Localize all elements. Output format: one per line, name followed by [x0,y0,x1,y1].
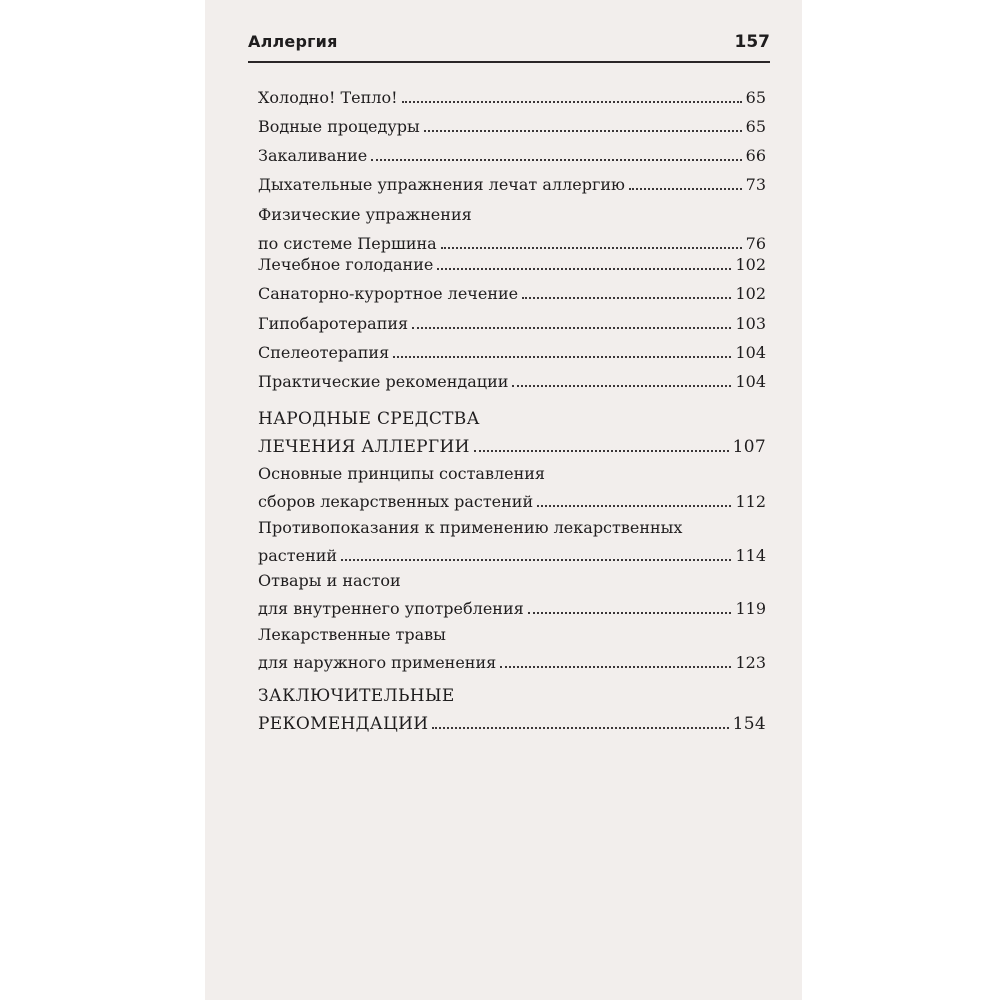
toc-entry [258,117,766,137]
toc-entry-page: 66 [745,146,766,165]
toc-entry [258,571,766,619]
running-title: Аллергия [248,32,338,51]
toc-entry-title-line: Лекарственные травы [258,625,446,644]
toc-entry [258,314,766,334]
toc-entry [258,175,766,195]
toc-section-page: 107 [732,437,766,457]
toc-entry-page: 114 [735,546,766,565]
toc-entry-title: сборов лекарственных растений [258,492,534,511]
page-number: 157 [734,32,770,52]
dot-leader [528,612,732,614]
toc-entry-title: Дыхательные упражнения лечат аллергию [258,175,625,194]
toc-entry-title-line: Основные принципы составления [258,464,546,483]
dot-leader [512,385,731,387]
toc-entry [258,372,766,392]
toc-entry [258,146,766,166]
toc-entry-title: Закаливание [258,146,368,165]
toc-entry-page: 65 [745,88,766,107]
toc-entry-page: 123 [735,653,766,672]
toc-entry-title: для внутреннего употребления [258,599,524,618]
toc-entry-page: 104 [735,343,766,362]
toc-entry-page: 73 [745,175,766,194]
toc-entry-title: Холодно! Тепло! [258,88,398,107]
toc-entry [258,205,766,254]
toc-entry-title: по системе Першина [258,234,437,253]
toc-entry [258,88,766,108]
toc-entry [258,464,766,512]
dot-leader [537,505,731,507]
toc-entry-page: 102 [735,255,766,274]
toc-entry-title-line: Физические упражнения [258,205,472,224]
dot-leader [402,101,742,103]
toc-entry-title: Санаторно-курортное лечение [258,284,519,303]
toc-section-title-line: ЗАКЛЮЧИТЕЛЬНЫЕ [258,686,455,706]
toc-entry-page: 112 [735,492,766,511]
toc-entry-page: 119 [735,599,766,618]
toc-section [258,686,766,734]
dot-leader [341,559,731,561]
toc-section-page: 154 [732,714,766,734]
dot-leader [432,727,728,729]
toc-entry-title: Спелеотерапия [258,343,390,362]
dot-leader [629,188,742,190]
toc-entry [258,343,766,363]
header-rule [248,61,770,63]
toc-entry [258,284,766,304]
toc-entry-page: 76 [745,234,766,253]
toc-entry-title: для наружного применения [258,653,497,672]
toc-entry [258,255,766,275]
toc-entry-page: 104 [735,372,766,391]
toc-section-title-line: НАРОДНЫЕ СРЕДСТВА [258,409,480,429]
dot-leader [393,356,731,358]
toc-entry-title: Лечебное голодание [258,255,434,274]
toc-entry-title: Водные процедуры [258,117,420,136]
toc-entry-page: 102 [735,284,766,303]
dot-leader [437,268,731,270]
toc-entry-title: Практические рекомендации [258,372,509,391]
dot-leader [500,666,731,668]
dot-leader [424,130,742,132]
dot-leader [371,159,741,161]
toc-entry-title-line: Отвары и настои [258,571,401,590]
toc-entry-title-line: Противопоказания к применению лекарственных [258,518,683,537]
dot-leader [412,327,731,329]
toc-entry-title: Гипобаротерапия [258,314,409,333]
dot-leader [522,297,731,299]
dot-leader [474,450,729,452]
toc-section [258,409,766,457]
toc-section-title: ЛЕЧЕНИЯ АЛЛЕРГИИ [258,437,470,457]
dot-leader [441,247,742,249]
toc-section-title: РЕКОМЕНДАЦИИ [258,714,429,734]
toc-entry [258,625,766,673]
toc-entry-page: 103 [735,314,766,333]
toc-entry-title: растений [258,546,338,565]
page-header [248,32,770,52]
toc-entry [258,518,766,566]
toc-entry-page: 65 [745,117,766,136]
